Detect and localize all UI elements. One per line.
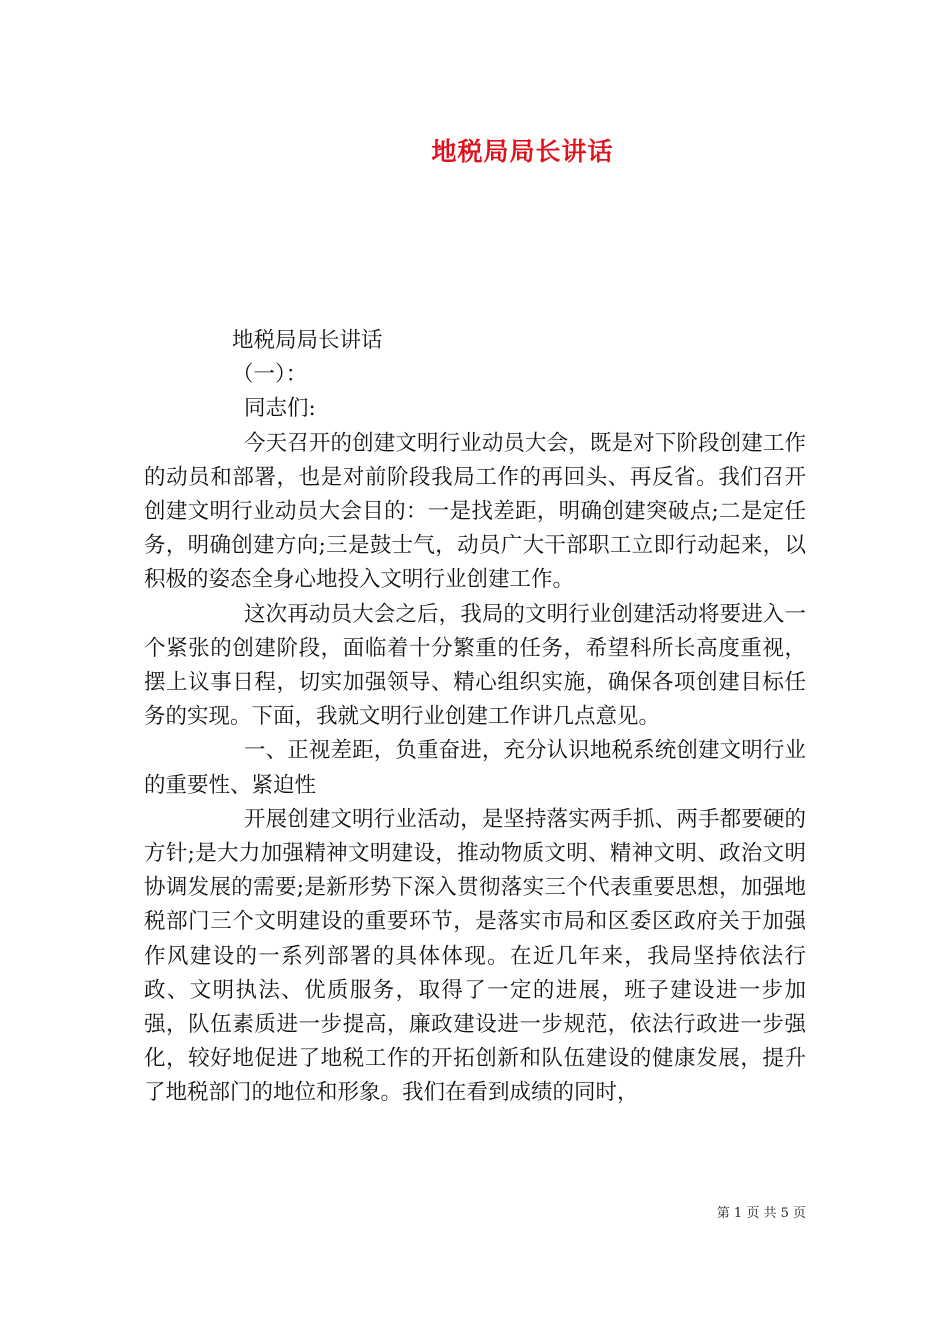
document-title: 地税局局长讲话 bbox=[431, 137, 614, 166]
document-subtitle: 地税局局长讲话 bbox=[232, 328, 383, 353]
paragraph-2: 这次再动员大会之后，我局的文明行业创建活动将要进入一个紧张的创建阶段，面临着十分繁重的任务，希望科所长高度重视，摆上议事日程，切实加强领导、精心组织实施，确保各项创建目标任务的实现。下面，我就文明行业创建工作讲几点意见。 bbox=[144, 601, 806, 730]
salutation: 同志们: bbox=[244, 396, 316, 422]
paragraph-3: 开展创建文明行业活动，是坚持落实两手抓、两手都要硬的方针;是大力加强精神文明建设，推动物质文明、精神文明、政治文明协调发展的需要;是新形势下深入贯彻落实三个代表重要思想，加强地税部门三个文明建设的重要环节，是落实市局和区委区政府关于加强作风建设的一系列部署的具体体现。在近几年来，我局坚持依法行政、文明执法、优质服务，取得了一定的进展，班子建设进一步加强，队伍素质进一步提高，廉政建设进一步规范，依法行政进一步强化，较好地促进了地税工作的开拓创新和队伍建设的健康发展，提升了地税部门的地位和形象。我们在看到成绩的同时， bbox=[144, 806, 806, 1106]
document-body bbox=[144, 324, 806, 1111]
paragraph-1: 今天召开的创建文明行业动员大会，既是对下阶段创建工作的动员和部署，也是对前阶段我局工作的再回头、再反省。我们召开创建文明行业动员大会目的：一是找差距，明确创建突破点;二是定任务，明确创建方向;三是鼓士气，动员广大干部职工立即行动起来，以积极的姿态全身心地投入文明行业创建工作。 bbox=[144, 430, 806, 593]
section-heading-1: 一、正视差距，负重奋进，充分认识地税系统创建文明行业的重要性、紧迫性 bbox=[144, 738, 806, 798]
section-number: （一）： bbox=[232, 362, 308, 388]
page-footer: 第 1 页 共 5 页 bbox=[716, 1206, 806, 1221]
